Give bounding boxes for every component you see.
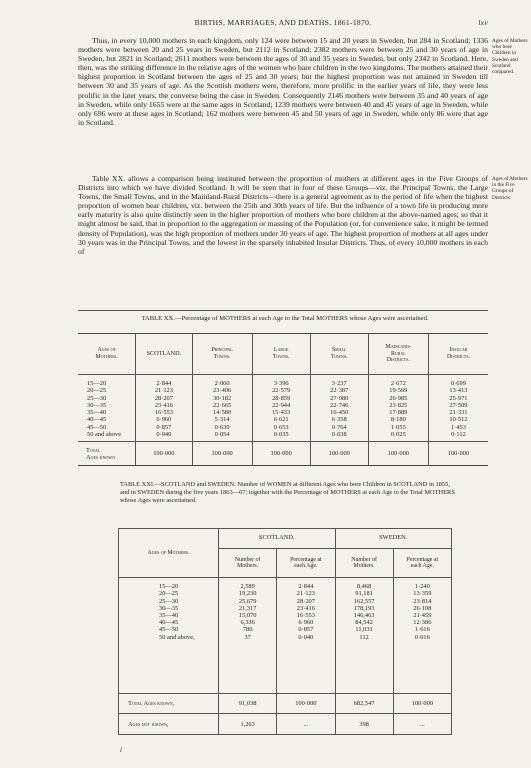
table-xx (78, 333, 488, 466)
table-row (78, 375, 488, 442)
total-small-towns: 100·000 (310, 442, 368, 466)
scotland-values: 2·844 21·123 28·207 23·416 16·553 6·960 0·857 0·040 (136, 375, 192, 442)
sweden-percentages: 1·240 13·359 23·814 26·108 21·459 12·386 1·616 0·016 (393, 578, 451, 694)
table-total-row (78, 442, 488, 466)
total-scotland: 100·000 (136, 442, 192, 466)
paragraph-1: Thus, in every 10,000 mothers in each kingdom, only 124 were between 15 and 20 years in Sweden, but 284 in Scotland; 1336 mothers were between 20 and 25 years in Sweden, but 2112 in Scotland; 2382 mothers were between 25 and 30 years of age in Sweden, but 2821 in Scotland; 2611 mothers were between the ages of 30 and 35 years in Sweden, but only 2342 in Scotland. Here, then, was the striking difference in the relative ages of the women who bare children in the two kingdoms. The mothers attained their highest proportion in Scotland between the ages of 25 and 30 years; but the highest proportion was not attained in Sweden till between 30 and 35 years of age. As the Scottish mothers were, therefore, more prolific in the earlier years of life, they were less prolific in the later years, the converse being the case in Sweden. Consequently 2146 mothers were between 35 and 40 years of age in Sweden, while only 1655 were at the same ages in Scotland; 1239 mothers were between 40 and 45 years of age in Sweden, while only 696 were at these ages in Scotland; 162 mothers were between 45 and 50 years of age in Sweden, while only 86 were that age in Scotland. (78, 36, 488, 127)
col-header-scot-percentage: Percentage at each Age. (277, 549, 335, 578)
paragraph-2: Table XX. allows a comparison being instituted between the proportion of mothers at different ages in the Five Groups of Districts into which we have divided Scotland. It will be seen that in four of these Groups—viz. the Principal Towns, the Large Towns, the Small Towns, and in the Mainland-Rural Districts—there is a general agreement as to the period of life when the highest proportion of women bear children, viz. between the 25th and 30th years of life. But the influence of a town life in producing more early maturity is also quite distinctly seen in the higher proportion of mothers who bore children at the above-named ages; so that it might almost be said, that in proportion to the aggregation or massing of the Population (or, for convenience sake, it might be termed density of Population), was the high proportion of mothers under 30 years of age. The highest proportion of mothers at all ages under 30 years was in the Principal Towns, and the lowest in the sparsely inhabited Insular Districts. Thus, of every 10,000 mothers in each of (78, 174, 488, 256)
swe-not-known-percentage: ... (393, 714, 451, 735)
scot-not-known-percentage: ... (277, 714, 335, 735)
not-known-row (119, 714, 452, 735)
col-header-ages-mothers: Ages of Mothers. (119, 529, 219, 578)
scot-total-percentage: 100·000 (277, 693, 335, 713)
total-mainland-rural: 100·000 (368, 442, 428, 466)
header-title: BIRTHS, MARRIAGES, AND DEATHS, 1861-1870. (194, 18, 372, 27)
table20-caption: TABLE XX.—Percentage of MOTHERS at each Age to the Total MOTHERS whose Ages were ascertained. (141, 315, 429, 322)
total-insular: 100·000 (428, 442, 488, 466)
side-note-sweden-scotland: Ages of Mothers who bore Children in Sweden and Scotland compared. (492, 38, 528, 76)
col-header-ages: Ages of Mothers. (78, 334, 136, 375)
total-label: Total Ages known (78, 442, 136, 466)
not-known-label: Ages not known, (119, 714, 219, 735)
col-header-scotland: SCOTLAND. (219, 529, 335, 549)
scotland-numbers: 2,589 19,230 25,679 21,317 15,070 6,336 780 37 (219, 578, 277, 694)
col-header-mainland-rural: Mainland- Rural Districts. (368, 334, 428, 375)
table-header-row (78, 334, 488, 375)
col-header-sweden: SWEDEN. (335, 529, 452, 549)
total-large-towns: 100·000 (252, 442, 310, 466)
scot-not-known-number: 1,263 (219, 714, 277, 735)
insular-values: 0·699 13·413 25·971 27·509 21·331 10·512 1·453 0·112 (428, 375, 488, 442)
scotland-percentages: 2·844 21·123 28·207 23·416 16·553 6·960 0·857 0·040 (277, 578, 335, 694)
col-header-insular: Insular Districts. (428, 334, 488, 375)
principal-towns-values: 2·060 23·406 30·182 22·665 14·580 5·314 0·639 0·054 (192, 375, 252, 442)
total-known-row (119, 693, 452, 713)
total-known-label: Total Ages known, (119, 693, 219, 713)
country-header-row (119, 529, 452, 549)
table-xxi (118, 528, 452, 735)
sweden-numbers: 8,468 91,181 162,557 178,193 146,463 84,542 11,031 112 (335, 578, 393, 694)
col-header-large-towns: Large Towns. (252, 334, 310, 375)
signature-mark: i (120, 746, 122, 754)
swe-total-percentage: 100·000 (393, 693, 451, 713)
section-rule (78, 310, 488, 311)
large-towns-values: 3·396 22·579 28·859 22·944 15·433 6·621 0·653 0·035 (252, 375, 310, 442)
total-principal-towns: 100·000 (192, 442, 252, 466)
age-groups-cell: 15—20 20—25 25—30 30—35 35—40 40—45 45—50 50 and above (87, 380, 122, 439)
mainland-rural-values: 2·672 19·569 26·985 23·825 17·889 8·180 1·055 0·025 (368, 375, 428, 442)
swe-not-known-number: 398 (335, 714, 393, 735)
running-header (78, 18, 488, 30)
scot-total-number: 91,038 (219, 693, 277, 713)
col-header-swe-percentage: Percentage at each Age. (393, 549, 451, 578)
side-note-five-groups: Ages of Mothers in the Five Groups of Districts. (492, 176, 528, 201)
table21-caption: TABLE XXI.—SCOTLAND and SWEDEN. Number of WOMEN at different Ages who bore Children in SCOTLAND in 1855, and in SWEDEN during the five years 1863—67; together with the Percentage of MOTHERS at each Age to the Total MOTHERS whose Ages were ascertained. (120, 481, 455, 504)
swe-total-number: 682,547 (335, 693, 393, 713)
col-header-swe-number: Number of Mothers. (335, 549, 393, 578)
age-groups-cell: 15—20 20—25 25—30 30—35 35—40 40—45 45—50 50 and above, (119, 578, 219, 694)
col-header-scotland: SCOTLAND. (136, 334, 192, 375)
table-row (119, 578, 452, 694)
col-header-small-towns: Small Towns. (310, 334, 368, 375)
col-header-scot-number: Number of Mothers. (219, 549, 277, 578)
small-towns-values: 3·237 22·387 27·980 22·746 16·450 6·358 0·764 0·038 (310, 375, 368, 442)
col-header-principal-towns: Principal Towns. (192, 334, 252, 375)
page-number: lxv (478, 18, 488, 27)
